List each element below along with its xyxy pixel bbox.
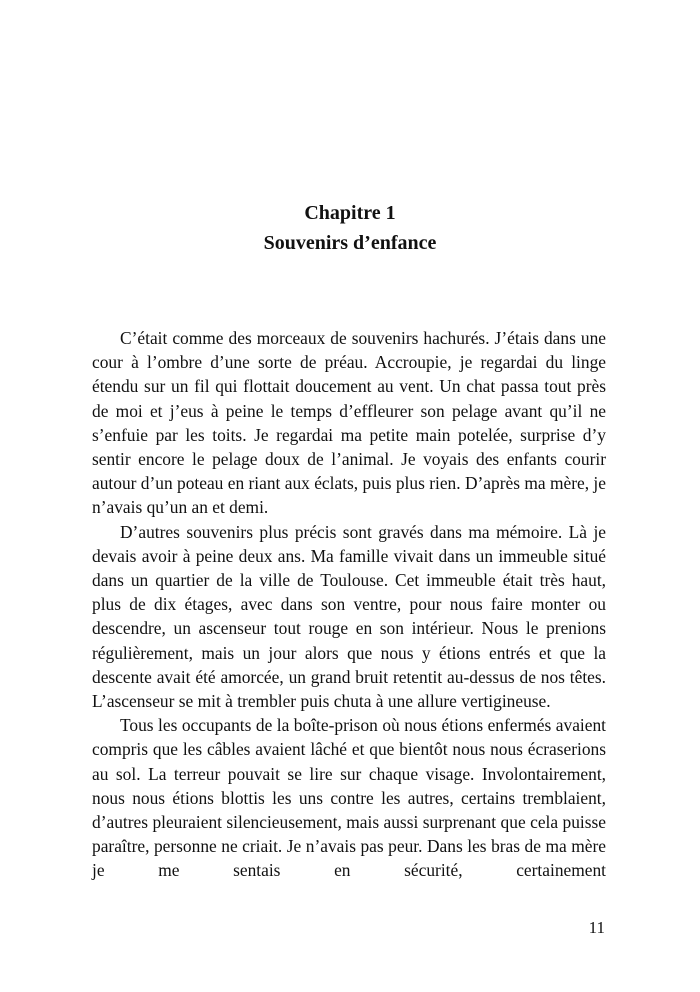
chapter-title: Souvenirs d’enfance <box>263 232 437 254</box>
paragraph: Tous les occupants de la boîte-prison où nous étions enfermés avaient compris que les câbles avaient lâché et que bientôt nous nous écraserions au sol. La terreur pouvait se lire sur chaque visage. Involontairement, nous nous étions blottis les uns contre les autres, certains tremblaient, d’autres pleuraient silencieusement, mais aussi surprenant que cela puisse paraître, personne ne criait. Je n’avais pas peur. Dans les bras de ma mère je me sentais en sécurité, certainement <box>92 715 606 881</box>
body-text <box>92 326 606 883</box>
paragraph: C’était comme des morceaux de souvenirs hachurés. J’étais dans une cour à l’ombre d’une sorte de préau. Accroupie, je regardai du linge étendu sur un fil qui flottait doucement au vent. Un chat passa tout près de moi et j’eus à peine le temps d’effleurer son pelage avant qu’il ne s’enfuie par les toits. Je regardai ma petite main potelée, surprise d’y sentir encore le pelage doux de l’animal. Je voyais des enfants courir autour d’un poteau en riant aux éclats, puis plus rien. D’après ma mère, je n’avais qu’un an et demi. <box>92 328 606 518</box>
chapter-number: Chapitre 1 <box>304 202 396 224</box>
chapter-heading <box>0 198 700 258</box>
page-number: 11 <box>588 918 605 937</box>
paragraph: D’autres souvenirs plus précis sont gravés dans ma mémoire. Là je devais avoir à peine deux ans. Ma famille vivait dans un immeuble situé dans un quartier de la ville de Toulouse. Cet immeuble était très haut, plus de dix étages, avec dans son ventre, pour nous faire monter ou descendre, un ascenseur tout rouge en son intérieur. Nous le prenions régulièrement, mais un jour alors que nous y étions entrés et que la descente avait été amorcée, un grand bruit retentit au-dessus de nos têtes. L’ascenseur se mit à trembler puis chuta à une allure vertigineuse. <box>92 521 606 712</box>
